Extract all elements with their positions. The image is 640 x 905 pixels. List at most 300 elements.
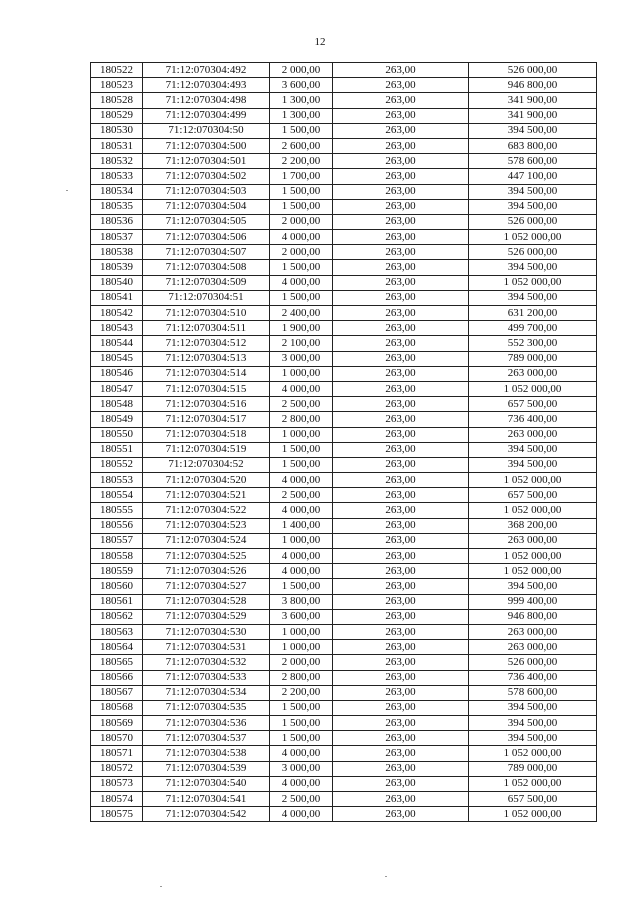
cell-record-id: 180549 <box>91 412 143 427</box>
cell-cadastral-number: 71:12:070304:532 <box>143 655 270 670</box>
cell-record-id: 180569 <box>91 716 143 731</box>
cell-area: 4 000,00 <box>270 807 333 822</box>
cell-area: 2 400,00 <box>270 306 333 321</box>
cell-record-id: 180529 <box>91 108 143 123</box>
cell-area: 1 000,00 <box>270 533 333 548</box>
cell-cadastral-number: 71:12:070304:537 <box>143 731 270 746</box>
cell-cadastral-number: 71:12:070304:523 <box>143 518 270 533</box>
table-row <box>91 442 597 457</box>
cell-total-value: 657 500,00 <box>469 488 597 503</box>
cell-total-value: 578 600,00 <box>469 685 597 700</box>
cell-record-id: 180553 <box>91 473 143 488</box>
cell-cadastral-number: 71:12:070304:539 <box>143 761 270 776</box>
cell-total-value: 341 900,00 <box>469 93 597 108</box>
cell-total-value: 946 800,00 <box>469 78 597 93</box>
cell-record-id: 180556 <box>91 518 143 533</box>
cell-record-id: 180546 <box>91 366 143 381</box>
cell-record-id: 180558 <box>91 549 143 564</box>
cell-total-value: 368 200,00 <box>469 518 597 533</box>
cell-unit-price: 263,00 <box>333 123 469 138</box>
table-row <box>91 123 597 138</box>
table-row <box>91 230 597 245</box>
cell-unit-price: 263,00 <box>333 260 469 275</box>
table-row <box>91 670 597 685</box>
cell-unit-price: 263,00 <box>333 670 469 685</box>
cell-cadastral-number: 71:12:070304:534 <box>143 685 270 700</box>
cell-unit-price: 263,00 <box>333 366 469 381</box>
cell-area: 1 500,00 <box>270 731 333 746</box>
cell-unit-price: 263,00 <box>333 685 469 700</box>
cell-area: 4 000,00 <box>270 564 333 579</box>
cell-record-id: 180530 <box>91 123 143 138</box>
cell-area: 1 000,00 <box>270 366 333 381</box>
table-row <box>91 199 597 214</box>
cell-unit-price: 263,00 <box>333 457 469 472</box>
cell-total-value: 394 500,00 <box>469 700 597 715</box>
cell-unit-price: 263,00 <box>333 108 469 123</box>
cell-unit-price: 263,00 <box>333 624 469 639</box>
cell-area: 4 000,00 <box>270 746 333 761</box>
cell-unit-price: 263,00 <box>333 473 469 488</box>
cell-area: 1 000,00 <box>270 624 333 639</box>
cell-total-value: 657 500,00 <box>469 397 597 412</box>
cell-unit-price: 263,00 <box>333 412 469 427</box>
cell-total-value: 499 700,00 <box>469 321 597 336</box>
cell-cadastral-number: 71:12:070304:516 <box>143 397 270 412</box>
cell-unit-price: 263,00 <box>333 78 469 93</box>
cell-area: 1 000,00 <box>270 640 333 655</box>
cell-unit-price: 263,00 <box>333 93 469 108</box>
cell-total-value: 1 052 000,00 <box>469 746 597 761</box>
cell-area: 4 000,00 <box>270 275 333 290</box>
cell-unit-price: 263,00 <box>333 336 469 351</box>
cell-unit-price: 263,00 <box>333 640 469 655</box>
table-row <box>91 306 597 321</box>
cell-total-value: 394 500,00 <box>469 716 597 731</box>
table-row <box>91 685 597 700</box>
cell-record-id: 180561 <box>91 594 143 609</box>
cell-cadastral-number: 71:12:070304:504 <box>143 199 270 214</box>
cell-record-id: 180534 <box>91 184 143 199</box>
cell-record-id: 180562 <box>91 609 143 624</box>
cell-unit-price: 263,00 <box>333 290 469 305</box>
table-row <box>91 366 597 381</box>
cell-record-id: 180554 <box>91 488 143 503</box>
cell-record-id: 180522 <box>91 63 143 78</box>
cell-record-id: 180540 <box>91 275 143 290</box>
cell-cadastral-number: 71:12:070304:542 <box>143 807 270 822</box>
cell-record-id: 180563 <box>91 624 143 639</box>
cell-cadastral-number: 71:12:070304:529 <box>143 609 270 624</box>
land-plots-table <box>90 62 597 822</box>
table-row <box>91 169 597 184</box>
cell-record-id: 180544 <box>91 336 143 351</box>
cell-unit-price: 263,00 <box>333 351 469 366</box>
table-row <box>91 184 597 199</box>
cell-cadastral-number: 71:12:070304:507 <box>143 245 270 260</box>
cell-record-id: 180538 <box>91 245 143 260</box>
cell-area: 1 300,00 <box>270 93 333 108</box>
cell-cadastral-number: 71:12:070304:513 <box>143 351 270 366</box>
table-row <box>91 351 597 366</box>
cell-area: 1 500,00 <box>270 716 333 731</box>
cell-unit-price: 263,00 <box>333 275 469 290</box>
cell-unit-price: 263,00 <box>333 397 469 412</box>
cell-record-id: 180552 <box>91 457 143 472</box>
cell-total-value: 1 052 000,00 <box>469 564 597 579</box>
cell-record-id: 180559 <box>91 564 143 579</box>
table-row <box>91 381 597 396</box>
cell-cadastral-number: 71:12:070304:527 <box>143 579 270 594</box>
cell-area: 1 500,00 <box>270 290 333 305</box>
cell-unit-price: 263,00 <box>333 579 469 594</box>
cell-area: 2 200,00 <box>270 685 333 700</box>
cell-cadastral-number: 71:12:070304:52 <box>143 457 270 472</box>
table-row <box>91 412 597 427</box>
cell-total-value: 1 052 000,00 <box>469 807 597 822</box>
cell-area: 4 000,00 <box>270 549 333 564</box>
cell-area: 1 500,00 <box>270 579 333 594</box>
cell-cadastral-number: 71:12:070304:521 <box>143 488 270 503</box>
cell-unit-price: 263,00 <box>333 746 469 761</box>
cell-cadastral-number: 71:12:070304:525 <box>143 549 270 564</box>
cell-cadastral-number: 71:12:070304:531 <box>143 640 270 655</box>
cell-total-value: 526 000,00 <box>469 214 597 229</box>
cell-unit-price: 263,00 <box>333 184 469 199</box>
cell-total-value: 394 500,00 <box>469 579 597 594</box>
cell-area: 3 600,00 <box>270 78 333 93</box>
cell-unit-price: 263,00 <box>333 138 469 153</box>
cell-unit-price: 263,00 <box>333 154 469 169</box>
cell-cadastral-number: 71:12:070304:514 <box>143 366 270 381</box>
cell-area: 2 000,00 <box>270 655 333 670</box>
cell-cadastral-number: 71:12:070304:536 <box>143 716 270 731</box>
table-row <box>91 473 597 488</box>
table-body <box>91 63 597 822</box>
cell-cadastral-number: 71:12:070304:524 <box>143 533 270 548</box>
cell-total-value: 526 000,00 <box>469 63 597 78</box>
cell-cadastral-number: 71:12:070304:503 <box>143 184 270 199</box>
cell-cadastral-number: 71:12:070304:526 <box>143 564 270 579</box>
cell-record-id: 180547 <box>91 381 143 396</box>
cell-total-value: 999 400,00 <box>469 594 597 609</box>
cell-record-id: 180550 <box>91 427 143 442</box>
cell-area: 1 900,00 <box>270 321 333 336</box>
cell-unit-price: 263,00 <box>333 518 469 533</box>
cell-cadastral-number: 71:12:070304:505 <box>143 214 270 229</box>
cell-record-id: 180539 <box>91 260 143 275</box>
cell-record-id: 180571 <box>91 746 143 761</box>
table-row <box>91 290 597 305</box>
cell-total-value: 394 500,00 <box>469 123 597 138</box>
cell-record-id: 180548 <box>91 397 143 412</box>
cell-cadastral-number: 71:12:070304:530 <box>143 624 270 639</box>
cell-total-value: 1 052 000,00 <box>469 275 597 290</box>
cell-cadastral-number: 71:12:070304:492 <box>143 63 270 78</box>
cell-total-value: 394 500,00 <box>469 290 597 305</box>
cell-unit-price: 263,00 <box>333 716 469 731</box>
cell-cadastral-number: 71:12:070304:512 <box>143 336 270 351</box>
table-row <box>91 457 597 472</box>
cell-record-id: 180573 <box>91 776 143 791</box>
cell-record-id: 180567 <box>91 685 143 700</box>
cell-area: 3 600,00 <box>270 609 333 624</box>
cell-total-value: 263 000,00 <box>469 624 597 639</box>
cell-unit-price: 263,00 <box>333 564 469 579</box>
cell-cadastral-number: 71:12:070304:506 <box>143 230 270 245</box>
cell-unit-price: 263,00 <box>333 214 469 229</box>
table-row <box>91 640 597 655</box>
cell-unit-price: 263,00 <box>333 321 469 336</box>
cell-unit-price: 263,00 <box>333 655 469 670</box>
cell-total-value: 1 052 000,00 <box>469 549 597 564</box>
cell-record-id: 180572 <box>91 761 143 776</box>
cell-cadastral-number: 71:12:070304:522 <box>143 503 270 518</box>
cell-total-value: 341 900,00 <box>469 108 597 123</box>
cell-total-value: 526 000,00 <box>469 655 597 670</box>
cell-cadastral-number: 71:12:070304:520 <box>143 473 270 488</box>
table-row <box>91 245 597 260</box>
table-row <box>91 564 597 579</box>
cell-area: 4 000,00 <box>270 776 333 791</box>
cell-area: 2 000,00 <box>270 214 333 229</box>
table-row <box>91 624 597 639</box>
cell-unit-price: 263,00 <box>333 761 469 776</box>
cell-cadastral-number: 71:12:070304:541 <box>143 792 270 807</box>
cell-cadastral-number: 71:12:070304:50 <box>143 123 270 138</box>
cell-record-id: 180555 <box>91 503 143 518</box>
cell-unit-price: 263,00 <box>333 549 469 564</box>
cell-total-value: 736 400,00 <box>469 670 597 685</box>
table-row <box>91 108 597 123</box>
cell-total-value: 394 500,00 <box>469 199 597 214</box>
cell-area: 4 000,00 <box>270 503 333 518</box>
cell-area: 4 000,00 <box>270 473 333 488</box>
cell-record-id: 180531 <box>91 138 143 153</box>
cell-total-value: 394 500,00 <box>469 442 597 457</box>
cell-record-id: 180551 <box>91 442 143 457</box>
cell-record-id: 180541 <box>91 290 143 305</box>
cell-cadastral-number: 71:12:070304:51 <box>143 290 270 305</box>
cell-area: 1 500,00 <box>270 123 333 138</box>
cell-record-id: 180574 <box>91 792 143 807</box>
cell-total-value: 263 000,00 <box>469 427 597 442</box>
table-row <box>91 275 597 290</box>
cell-record-id: 180557 <box>91 533 143 548</box>
cell-cadastral-number: 71:12:070304:510 <box>143 306 270 321</box>
table-row <box>91 655 597 670</box>
scan-speck <box>385 876 387 877</box>
table-row <box>91 549 597 564</box>
cell-area: 1 400,00 <box>270 518 333 533</box>
cell-total-value: 1 052 000,00 <box>469 503 597 518</box>
table-row <box>91 63 597 78</box>
cell-area: 2 600,00 <box>270 138 333 153</box>
cell-total-value: 394 500,00 <box>469 260 597 275</box>
cell-unit-price: 263,00 <box>333 776 469 791</box>
cell-cadastral-number: 71:12:070304:509 <box>143 275 270 290</box>
cell-record-id: 180575 <box>91 807 143 822</box>
cell-unit-price: 263,00 <box>333 533 469 548</box>
cell-area: 1 500,00 <box>270 260 333 275</box>
table-row <box>91 397 597 412</box>
cell-area: 3 000,00 <box>270 351 333 366</box>
cell-record-id: 180536 <box>91 214 143 229</box>
cell-unit-price: 263,00 <box>333 230 469 245</box>
cell-cadastral-number: 71:12:070304:538 <box>143 746 270 761</box>
cell-unit-price: 263,00 <box>333 731 469 746</box>
cell-area: 2 100,00 <box>270 336 333 351</box>
cell-total-value: 394 500,00 <box>469 457 597 472</box>
cell-area: 3 000,00 <box>270 761 333 776</box>
cell-record-id: 180564 <box>91 640 143 655</box>
cell-unit-price: 263,00 <box>333 609 469 624</box>
cell-total-value: 578 600,00 <box>469 154 597 169</box>
table-row <box>91 488 597 503</box>
cell-cadastral-number: 71:12:070304:540 <box>143 776 270 791</box>
cell-cadastral-number: 71:12:070304:518 <box>143 427 270 442</box>
cell-area: 1 500,00 <box>270 700 333 715</box>
cell-cadastral-number: 71:12:070304:500 <box>143 138 270 153</box>
table-row <box>91 427 597 442</box>
table-row <box>91 594 597 609</box>
cell-total-value: 263 000,00 <box>469 640 597 655</box>
table-row <box>91 336 597 351</box>
table-row <box>91 138 597 153</box>
cell-cadastral-number: 71:12:070304:517 <box>143 412 270 427</box>
cell-unit-price: 263,00 <box>333 63 469 78</box>
cell-area: 2 800,00 <box>270 412 333 427</box>
cell-cadastral-number: 71:12:070304:533 <box>143 670 270 685</box>
table-row <box>91 214 597 229</box>
table-row <box>91 579 597 594</box>
cell-record-id: 180560 <box>91 579 143 594</box>
cell-area: 1 500,00 <box>270 199 333 214</box>
cell-area: 1 500,00 <box>270 457 333 472</box>
cell-cadastral-number: 71:12:070304:515 <box>143 381 270 396</box>
cell-total-value: 631 200,00 <box>469 306 597 321</box>
table-row <box>91 761 597 776</box>
table-row <box>91 321 597 336</box>
cell-total-value: 789 000,00 <box>469 761 597 776</box>
cell-area: 2 500,00 <box>270 792 333 807</box>
table-row <box>91 731 597 746</box>
cell-area: 2 800,00 <box>270 670 333 685</box>
cell-total-value: 394 500,00 <box>469 731 597 746</box>
cell-cadastral-number: 71:12:070304:508 <box>143 260 270 275</box>
cell-record-id: 180532 <box>91 154 143 169</box>
table-row <box>91 503 597 518</box>
scan-speck <box>66 190 68 191</box>
cell-unit-price: 263,00 <box>333 442 469 457</box>
table-row <box>91 776 597 791</box>
table-row <box>91 260 597 275</box>
table-row <box>91 807 597 822</box>
cell-total-value: 1 052 000,00 <box>469 473 597 488</box>
cell-area: 1 000,00 <box>270 427 333 442</box>
cell-total-value: 946 800,00 <box>469 609 597 624</box>
cell-record-id: 180537 <box>91 230 143 245</box>
cell-area: 2 500,00 <box>270 397 333 412</box>
cell-total-value: 263 000,00 <box>469 366 597 381</box>
cell-cadastral-number: 71:12:070304:511 <box>143 321 270 336</box>
cell-unit-price: 263,00 <box>333 594 469 609</box>
cell-cadastral-number: 71:12:070304:493 <box>143 78 270 93</box>
table-row <box>91 792 597 807</box>
table-row <box>91 154 597 169</box>
cell-unit-price: 263,00 <box>333 488 469 503</box>
page-number: 12 <box>314 36 326 48</box>
cell-unit-price: 263,00 <box>333 503 469 518</box>
cell-cadastral-number: 71:12:070304:519 <box>143 442 270 457</box>
cell-total-value: 736 400,00 <box>469 412 597 427</box>
cell-total-value: 552 300,00 <box>469 336 597 351</box>
cell-unit-price: 263,00 <box>333 245 469 260</box>
cell-record-id: 180566 <box>91 670 143 685</box>
cell-cadastral-number: 71:12:070304:498 <box>143 93 270 108</box>
table-row <box>91 78 597 93</box>
cell-area: 1 500,00 <box>270 184 333 199</box>
cell-total-value: 526 000,00 <box>469 245 597 260</box>
cell-total-value: 447 100,00 <box>469 169 597 184</box>
cell-unit-price: 263,00 <box>333 381 469 396</box>
cell-unit-price: 263,00 <box>333 807 469 822</box>
cell-total-value: 657 500,00 <box>469 792 597 807</box>
cell-cadastral-number: 71:12:070304:528 <box>143 594 270 609</box>
cell-area: 2 500,00 <box>270 488 333 503</box>
cell-total-value: 394 500,00 <box>469 184 597 199</box>
cell-record-id: 180570 <box>91 731 143 746</box>
table-row <box>91 518 597 533</box>
table-row <box>91 93 597 108</box>
cell-unit-price: 263,00 <box>333 306 469 321</box>
cell-total-value: 1 052 000,00 <box>469 776 597 791</box>
table-row <box>91 533 597 548</box>
cell-cadastral-number: 71:12:070304:502 <box>143 169 270 184</box>
cell-unit-price: 263,00 <box>333 199 469 214</box>
cell-total-value: 263 000,00 <box>469 533 597 548</box>
cell-unit-price: 263,00 <box>333 427 469 442</box>
cell-area: 2 000,00 <box>270 245 333 260</box>
cell-cadastral-number: 71:12:070304:535 <box>143 700 270 715</box>
cell-area: 4 000,00 <box>270 381 333 396</box>
cell-unit-price: 263,00 <box>333 792 469 807</box>
cell-record-id: 180545 <box>91 351 143 366</box>
cell-total-value: 1 052 000,00 <box>469 381 597 396</box>
cell-record-id: 180565 <box>91 655 143 670</box>
cell-record-id: 180543 <box>91 321 143 336</box>
table-row <box>91 746 597 761</box>
cell-total-value: 789 000,00 <box>469 351 597 366</box>
cell-record-id: 180533 <box>91 169 143 184</box>
scan-speck <box>160 886 162 887</box>
table-row <box>91 700 597 715</box>
cell-area: 3 800,00 <box>270 594 333 609</box>
cell-area: 1 300,00 <box>270 108 333 123</box>
cell-area: 2 200,00 <box>270 154 333 169</box>
table-row <box>91 716 597 731</box>
cell-area: 4 000,00 <box>270 230 333 245</box>
cell-unit-price: 263,00 <box>333 700 469 715</box>
cell-area: 1 500,00 <box>270 442 333 457</box>
cell-area: 2 000,00 <box>270 63 333 78</box>
cell-record-id: 180523 <box>91 78 143 93</box>
cell-total-value: 683 800,00 <box>469 138 597 153</box>
cell-cadastral-number: 71:12:070304:499 <box>143 108 270 123</box>
cell-total-value: 1 052 000,00 <box>469 230 597 245</box>
table-row <box>91 609 597 624</box>
cell-area: 1 700,00 <box>270 169 333 184</box>
